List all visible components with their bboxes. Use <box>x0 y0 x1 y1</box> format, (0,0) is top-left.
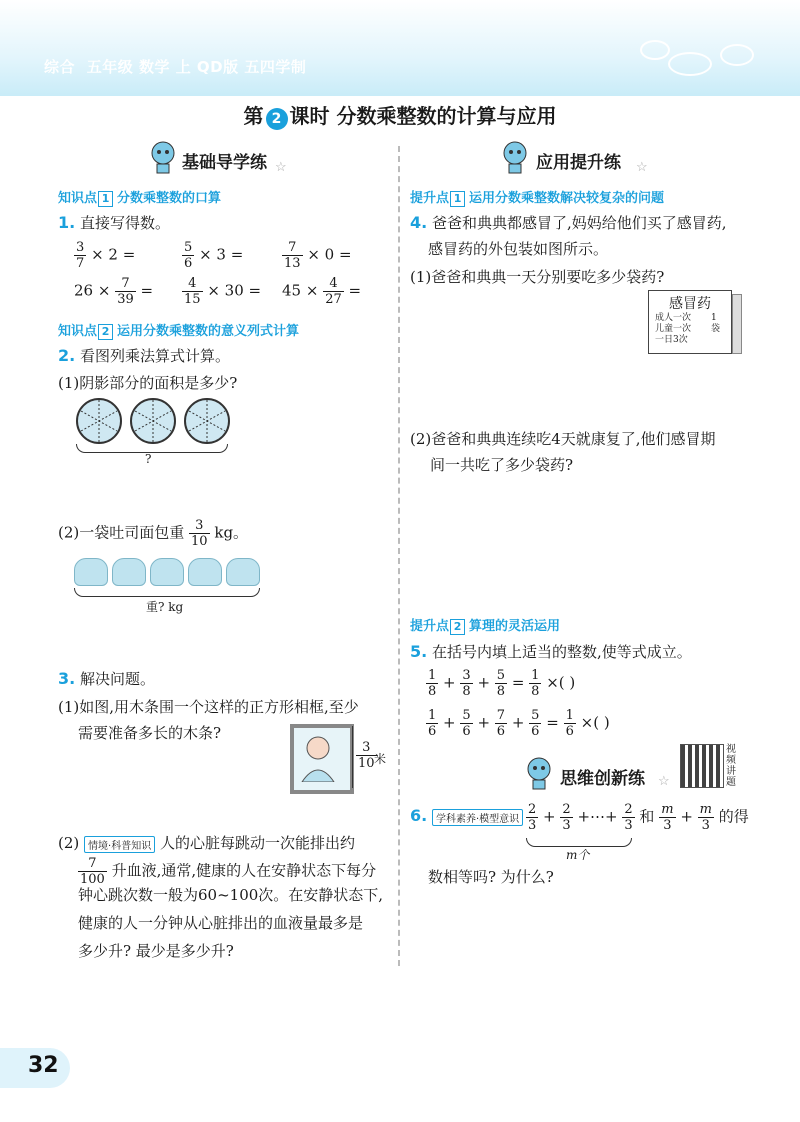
question-1 <box>58 212 170 233</box>
question-2 <box>58 345 230 366</box>
section-title-basic: 基础导学练 <box>182 153 267 173</box>
question-4-line2: 感冒药的外包装如图所示。 <box>428 240 609 258</box>
question-6 <box>410 806 523 826</box>
kp-number: 1 <box>98 191 113 207</box>
literacy-tag: 学科素养·模型意识 <box>432 809 523 826</box>
brace-label: 重? kg <box>146 600 184 614</box>
question-number: 1. <box>58 213 76 232</box>
q1-item-4: 26 × $\frac{7}{39}$ = <box>74 276 154 307</box>
q4-part-2-line1: (2)爸爸和典典连续吃4天就康复了,他们感冒期 <box>410 430 716 448</box>
frame-unit: 米 <box>374 752 387 766</box>
knowledge-point-1 <box>58 187 221 207</box>
fraction: $\frac{7}{39}$ <box>117 276 134 307</box>
question-6-line2: 数相等吗? 为什么? <box>428 868 554 886</box>
q3-part-1-line1: (1)如图,用木条围一个这样的正方形相框,至少 <box>58 698 359 716</box>
lesson-number: 2 <box>266 108 288 130</box>
fraction: $\frac{7}{100}$ <box>80 856 105 887</box>
kp-text: 分数乘整数的口算 <box>117 191 222 206</box>
fraction: $\frac{3}{7}$ <box>76 240 85 271</box>
header-band <box>0 0 800 96</box>
medicine-box-title: 感冒药 <box>669 296 711 312</box>
question-text: 在括号内填上适当的整数,使等式成立。 <box>432 643 692 661</box>
column-divider <box>398 146 400 966</box>
photo-frame <box>290 724 354 794</box>
equation-2: $\frac{1}{6}$ + $\frac{5}{6}$ + $\frac{7}{6}$ + $\frac{5}{6}$ = $\frac{1}{6}$ ×( ) <box>428 708 610 739</box>
lesson-suffix: 课时 分数乘整数的计算与应用 <box>289 104 557 128</box>
q2-part-1: (1)阴影部分的面积是多少? <box>58 374 238 392</box>
star-icon: ☆ <box>636 160 648 175</box>
question-text: 解决问题。 <box>80 670 156 688</box>
book-series <box>44 56 306 77</box>
fraction: $\frac{5}{6}$ <box>184 240 193 271</box>
tp-label: 提升点 <box>410 191 450 206</box>
question-number: 4. <box>410 213 428 232</box>
q3-part-2-line2: $\frac{7}{100}$ 升血液,通常,健康的人在安静状态下每分 <box>80 856 377 887</box>
fraction: $\frac{7}{13}$ <box>284 240 301 271</box>
q4-part-1: (1)爸爸和典典一天分别要吃多少袋药? <box>410 268 665 286</box>
qr-label: 视频讲题 <box>726 744 736 788</box>
medicine-box-side <box>732 294 742 354</box>
tp-label: 提升点 <box>410 619 450 634</box>
q3-part-1-line2: 需要准备多长的木条? <box>78 724 222 742</box>
improvement-point-1 <box>410 187 664 207</box>
series-expression: $\frac{2}{3}$ + $\frac{2}{3}$ +⋯+ $\frac{2}{3}$ 和 $\frac{m}{3}$ + $\frac{m}{3}$ 的得 <box>528 802 749 833</box>
q1-item-1: $\frac{3}{7}$ × 2 = <box>76 240 136 271</box>
qr-code[interactable] <box>680 744 724 788</box>
kp-number: 2 <box>98 324 113 340</box>
shaded-circle <box>184 398 230 444</box>
question-number: 3. <box>58 669 76 688</box>
tp-text: 算理的灵活运用 <box>469 619 561 634</box>
medicine-box: 感冒药 成人一次 儿童一次 一日3次 1 袋 <box>648 290 732 354</box>
series-label: 五年级 数学 上 QD版 五四学制 <box>86 58 307 76</box>
kp-label: 知识点 <box>58 324 98 339</box>
lesson-prefix: 第 <box>243 104 264 128</box>
brace-label: m个 <box>566 848 590 862</box>
kp-text: 运用分数乘整数的意义列式计算 <box>117 324 300 339</box>
bread-bag-icon <box>74 558 108 586</box>
answer-blank[interactable]: ×( ) <box>580 713 610 732</box>
mascot-icon <box>524 756 554 790</box>
q2-part-2: (2)一袋吐司面包重 $\frac{3}{10}$ kg。 <box>58 518 249 549</box>
tp-text: 运用分数乘整数解决较复杂的问题 <box>469 191 665 206</box>
q3-part-2-line3: 钟心跳次数一般为60~100次。在安静状态下, <box>78 886 384 904</box>
section-title-applied: 应用提升练 <box>536 153 621 173</box>
tp-number: 1 <box>450 191 465 207</box>
improvement-point-2 <box>410 615 560 635</box>
star-icon: ☆ <box>658 774 670 789</box>
brace <box>74 588 260 597</box>
q1-item-6: 45 × $\frac{4}{27}$ = <box>282 276 362 307</box>
question-text: 直接写得数。 <box>80 214 171 232</box>
fraction: $\frac{3}{10}$ <box>191 518 208 549</box>
question-4 <box>410 212 727 233</box>
section-title-innovation: 思维创新练 <box>560 769 645 789</box>
q3-part-2-line4: 健康的人一分钟从心脏排出的血液量最多是 <box>78 914 364 932</box>
mascot-icon <box>148 140 178 174</box>
shaded-circle <box>76 398 122 444</box>
bread-bag-icon <box>150 558 184 586</box>
question-number: 5. <box>410 642 428 661</box>
brace <box>76 444 228 453</box>
q1-item-3: $\frac{7}{13}$ × 0 = <box>284 240 352 271</box>
dimension-line <box>352 726 353 788</box>
q3-part-2-line5: 多少升? 最少是多少升? <box>78 942 234 960</box>
cloud-icon <box>720 44 754 66</box>
fraction: $\frac{4}{15}$ <box>184 276 201 307</box>
page-number: 32 <box>28 1053 59 1078</box>
page-title <box>0 100 800 130</box>
answer-blank[interactable]: ×( ) <box>546 673 576 692</box>
star-icon: ☆ <box>275 160 287 175</box>
mascot-icon <box>500 140 530 174</box>
q4-part-2-line2: 间一共吃了多少袋药? <box>430 456 574 474</box>
q3-part-2-line1: (2) 情境·科普知识 人的心脏每跳动一次能排出约 <box>58 834 356 852</box>
question-text: 看图列乘法算式计算。 <box>80 347 231 365</box>
knowledge-point-2 <box>58 320 299 340</box>
bread-bag-icon <box>188 558 222 586</box>
cloud-icon <box>640 40 670 60</box>
frame-side-length: $\frac{3}{10}$ <box>358 740 375 771</box>
brace-label: ? <box>145 452 152 466</box>
question-3 <box>58 668 155 689</box>
question-number: 2. <box>58 346 76 365</box>
brand-logo: 综合 <box>44 58 76 76</box>
q1-item-2: $\frac{5}{6}$ × 3 = <box>184 240 244 271</box>
equation-1: $\frac{1}{8}$ + $\frac{3}{8}$ + $\frac{5}{8}$ = $\frac{1}{8}$ ×( ) <box>428 668 576 699</box>
shaded-circle <box>130 398 176 444</box>
question-5 <box>410 641 692 662</box>
fraction: $\frac{4}{27}$ <box>325 276 342 307</box>
question-number: 6. <box>410 806 428 825</box>
science-tag: 情境·科普知识 <box>84 836 155 853</box>
bread-bag-icon <box>226 558 260 586</box>
question-text: 爸爸和典典都感冒了,妈妈给他们买了感冒药, <box>432 214 727 232</box>
tp-number: 2 <box>450 619 465 635</box>
cloud-icon <box>668 52 712 76</box>
kp-label: 知识点 <box>58 191 98 206</box>
q1-item-5: $\frac{4}{15}$ × 30 = <box>184 276 262 307</box>
bread-bag-icon <box>112 558 146 586</box>
